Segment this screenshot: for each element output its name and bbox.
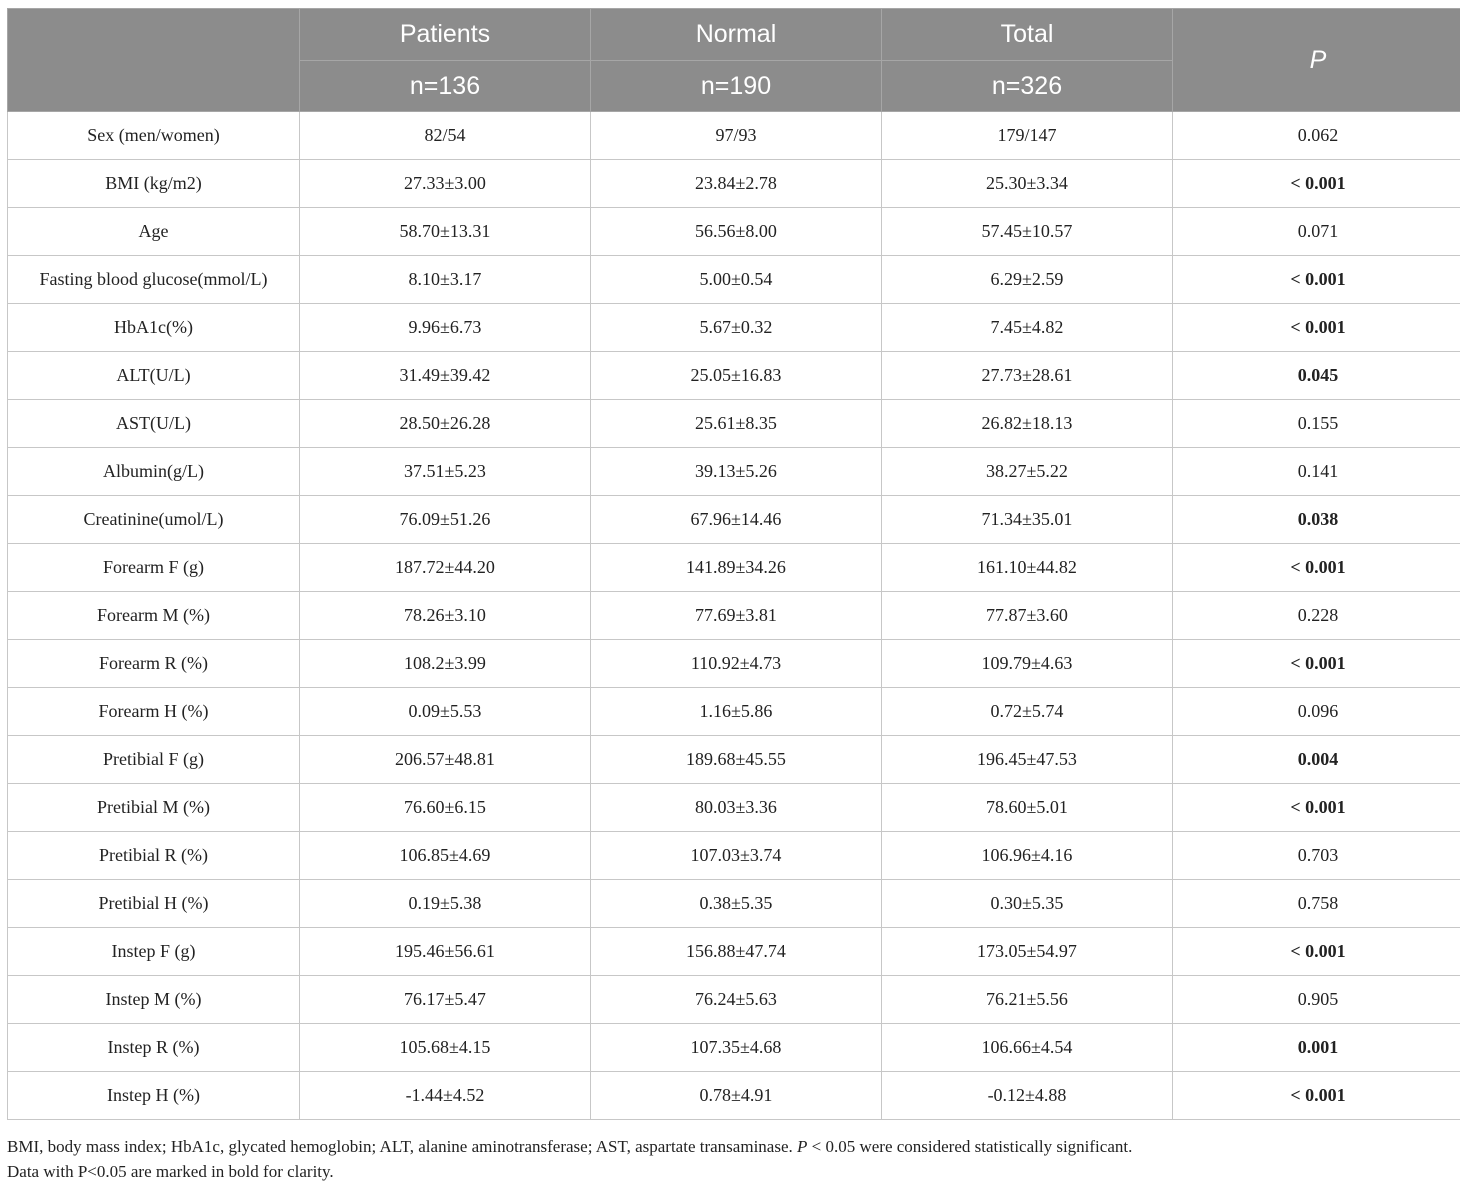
table-row	[8, 880, 1460, 928]
cell-p-value: 0.071	[1173, 208, 1460, 256]
cell-patients: 78.26±3.10	[300, 592, 591, 640]
cell-variable: Age	[8, 208, 300, 256]
cell-normal: 5.00±0.54	[591, 256, 882, 304]
cell-p-value: 0.155	[1173, 400, 1460, 448]
cell-total: 196.45±47.53	[882, 736, 1173, 784]
footnote-p-symbol: P	[797, 1137, 808, 1156]
cell-total: 71.34±35.01	[882, 496, 1173, 544]
header-total-n: n=326	[882, 61, 1173, 112]
table-row	[8, 448, 1460, 496]
header-normal: Normal	[591, 9, 882, 61]
cell-variable: Sex (men/women)	[8, 112, 300, 160]
cell-patients: 195.46±56.61	[300, 928, 591, 976]
table-row	[8, 928, 1460, 976]
cell-total: 161.10±44.82	[882, 544, 1173, 592]
cell-p-value: 0.001	[1173, 1024, 1460, 1072]
cell-variable: Fasting blood glucose(mmol/L)	[8, 256, 300, 304]
cell-p-value: 0.062	[1173, 112, 1460, 160]
table-row	[8, 256, 1460, 304]
cell-variable: Instep F (g)	[8, 928, 300, 976]
cell-variable: Albumin(g/L)	[8, 448, 300, 496]
header-patients: Patients	[300, 9, 591, 61]
cell-total: -0.12±4.88	[882, 1072, 1173, 1120]
footnote-significance-text: < 0.05 were considered statistically significant.	[807, 1137, 1133, 1156]
cell-patients: 8.10±3.17	[300, 256, 591, 304]
table-row	[8, 736, 1460, 784]
cell-p-value: 0.004	[1173, 736, 1460, 784]
cell-patients: 28.50±26.28	[300, 400, 591, 448]
footnote-abbreviations	[7, 1134, 1132, 1159]
cell-normal: 77.69±3.81	[591, 592, 882, 640]
table-row	[8, 496, 1460, 544]
cell-normal: 25.05±16.83	[591, 352, 882, 400]
cell-p-value: 0.045	[1173, 352, 1460, 400]
cell-total: 106.66±4.54	[882, 1024, 1173, 1072]
cell-total: 6.29±2.59	[882, 256, 1173, 304]
table-row	[8, 400, 1460, 448]
cell-p-value: 0.141	[1173, 448, 1460, 496]
table-row	[8, 592, 1460, 640]
cell-normal: 25.61±8.35	[591, 400, 882, 448]
cell-normal: 189.68±45.55	[591, 736, 882, 784]
cell-patients: 76.17±5.47	[300, 976, 591, 1024]
cell-variable: Pretibial R (%)	[8, 832, 300, 880]
cell-p-value: 0.038	[1173, 496, 1460, 544]
cell-normal: 56.56±8.00	[591, 208, 882, 256]
cell-patients: 106.85±4.69	[300, 832, 591, 880]
cell-total: 76.21±5.56	[882, 976, 1173, 1024]
cell-variable: Instep M (%)	[8, 976, 300, 1024]
cell-total: 0.30±5.35	[882, 880, 1173, 928]
cell-normal: 107.35±4.68	[591, 1024, 882, 1072]
cell-variable: Creatinine(umol/L)	[8, 496, 300, 544]
footnote-bold-note: Data with P<0.05 are marked in bold for clarity.	[7, 1162, 334, 1181]
cell-total: 179/147	[882, 112, 1173, 160]
cell-variable: Forearm R (%)	[8, 640, 300, 688]
footnote-abbrev-text: BMI, body mass index; HbA1c, glycated hemoglobin; ALT, alanine aminotransferase; AST, aspartate transaminase.	[7, 1137, 797, 1156]
cell-variable: Forearm H (%)	[8, 688, 300, 736]
cell-normal: 0.38±5.35	[591, 880, 882, 928]
cell-variable: Forearm M (%)	[8, 592, 300, 640]
cell-variable: Pretibial F (g)	[8, 736, 300, 784]
cell-patients: 76.09±51.26	[300, 496, 591, 544]
cell-normal: 80.03±3.36	[591, 784, 882, 832]
cell-patients: 37.51±5.23	[300, 448, 591, 496]
cell-variable: BMI (kg/m2)	[8, 160, 300, 208]
cell-patients: 27.33±3.00	[300, 160, 591, 208]
table-row	[8, 304, 1460, 352]
cell-patients: 0.09±5.53	[300, 688, 591, 736]
cell-normal: 39.13±5.26	[591, 448, 882, 496]
table-row	[8, 784, 1460, 832]
cell-variable: Instep H (%)	[8, 1072, 300, 1120]
cell-variable: ALT(U/L)	[8, 352, 300, 400]
cell-p-value: < 0.001	[1173, 256, 1460, 304]
header-normal-n: n=190	[591, 61, 882, 112]
header-total: Total	[882, 9, 1173, 61]
cell-patients: 187.72±44.20	[300, 544, 591, 592]
cell-normal: 5.67±0.32	[591, 304, 882, 352]
cell-total: 27.73±28.61	[882, 352, 1173, 400]
cell-p-value: < 0.001	[1173, 544, 1460, 592]
cell-normal: 1.16±5.86	[591, 688, 882, 736]
cell-total: 26.82±18.13	[882, 400, 1173, 448]
cell-total: 78.60±5.01	[882, 784, 1173, 832]
cell-patients: 0.19±5.38	[300, 880, 591, 928]
cell-variable: HbA1c(%)	[8, 304, 300, 352]
cell-normal: 107.03±3.74	[591, 832, 882, 880]
cell-patients: 58.70±13.31	[300, 208, 591, 256]
cell-normal: 156.88±47.74	[591, 928, 882, 976]
cell-patients: 108.2±3.99	[300, 640, 591, 688]
cell-patients: 105.68±4.15	[300, 1024, 591, 1072]
cell-patients: 206.57±48.81	[300, 736, 591, 784]
table-row	[8, 688, 1460, 736]
cell-p-value: < 0.001	[1173, 1072, 1460, 1120]
cell-normal: 141.89±34.26	[591, 544, 882, 592]
header-p-value: P	[1173, 9, 1460, 112]
cell-p-value: 0.096	[1173, 688, 1460, 736]
cell-patients: 9.96±6.73	[300, 304, 591, 352]
cell-p-value: 0.758	[1173, 880, 1460, 928]
cell-total: 25.30±3.34	[882, 160, 1173, 208]
cell-patients: 82/54	[300, 112, 591, 160]
header-empty-cell	[8, 9, 300, 112]
cell-p-value: < 0.001	[1173, 304, 1460, 352]
cell-variable: Pretibial H (%)	[8, 880, 300, 928]
table-row	[8, 832, 1460, 880]
table-row	[8, 976, 1460, 1024]
cell-total: 173.05±54.97	[882, 928, 1173, 976]
cell-normal: 110.92±4.73	[591, 640, 882, 688]
table-row	[8, 640, 1460, 688]
cell-p-value: < 0.001	[1173, 160, 1460, 208]
cell-variable: Instep R (%)	[8, 1024, 300, 1072]
cell-p-value: 0.905	[1173, 976, 1460, 1024]
cell-normal: 23.84±2.78	[591, 160, 882, 208]
cell-total: 38.27±5.22	[882, 448, 1173, 496]
cell-normal: 76.24±5.63	[591, 976, 882, 1024]
cell-total: 106.96±4.16	[882, 832, 1173, 880]
table-row	[8, 112, 1460, 160]
cell-patients: 31.49±39.42	[300, 352, 591, 400]
header-patients-n: n=136	[300, 61, 591, 112]
cell-variable: Pretibial M (%)	[8, 784, 300, 832]
cell-total: 57.45±10.57	[882, 208, 1173, 256]
cell-total: 109.79±4.63	[882, 640, 1173, 688]
table-body	[8, 112, 1460, 1120]
table-row	[8, 544, 1460, 592]
table-row	[8, 208, 1460, 256]
cell-p-value: < 0.001	[1173, 928, 1460, 976]
table-header	[8, 9, 1460, 112]
table-footnotes	[7, 1134, 1132, 1184]
cell-p-value: 0.228	[1173, 592, 1460, 640]
comparison-table	[7, 8, 1460, 1120]
cell-total: 77.87±3.60	[882, 592, 1173, 640]
table-container	[7, 8, 1453, 1120]
cell-normal: 97/93	[591, 112, 882, 160]
cell-normal: 0.78±4.91	[591, 1072, 882, 1120]
cell-normal: 67.96±14.46	[591, 496, 882, 544]
table-row	[8, 1072, 1460, 1120]
cell-patients: -1.44±4.52	[300, 1072, 591, 1120]
cell-total: 0.72±5.74	[882, 688, 1173, 736]
table-row	[8, 1024, 1460, 1072]
cell-total: 7.45±4.82	[882, 304, 1173, 352]
table-row	[8, 352, 1460, 400]
cell-variable: AST(U/L)	[8, 400, 300, 448]
cell-variable: Forearm F (g)	[8, 544, 300, 592]
table-row	[8, 160, 1460, 208]
cell-p-value: < 0.001	[1173, 784, 1460, 832]
cell-p-value: 0.703	[1173, 832, 1460, 880]
cell-patients: 76.60±6.15	[300, 784, 591, 832]
cell-p-value: < 0.001	[1173, 640, 1460, 688]
